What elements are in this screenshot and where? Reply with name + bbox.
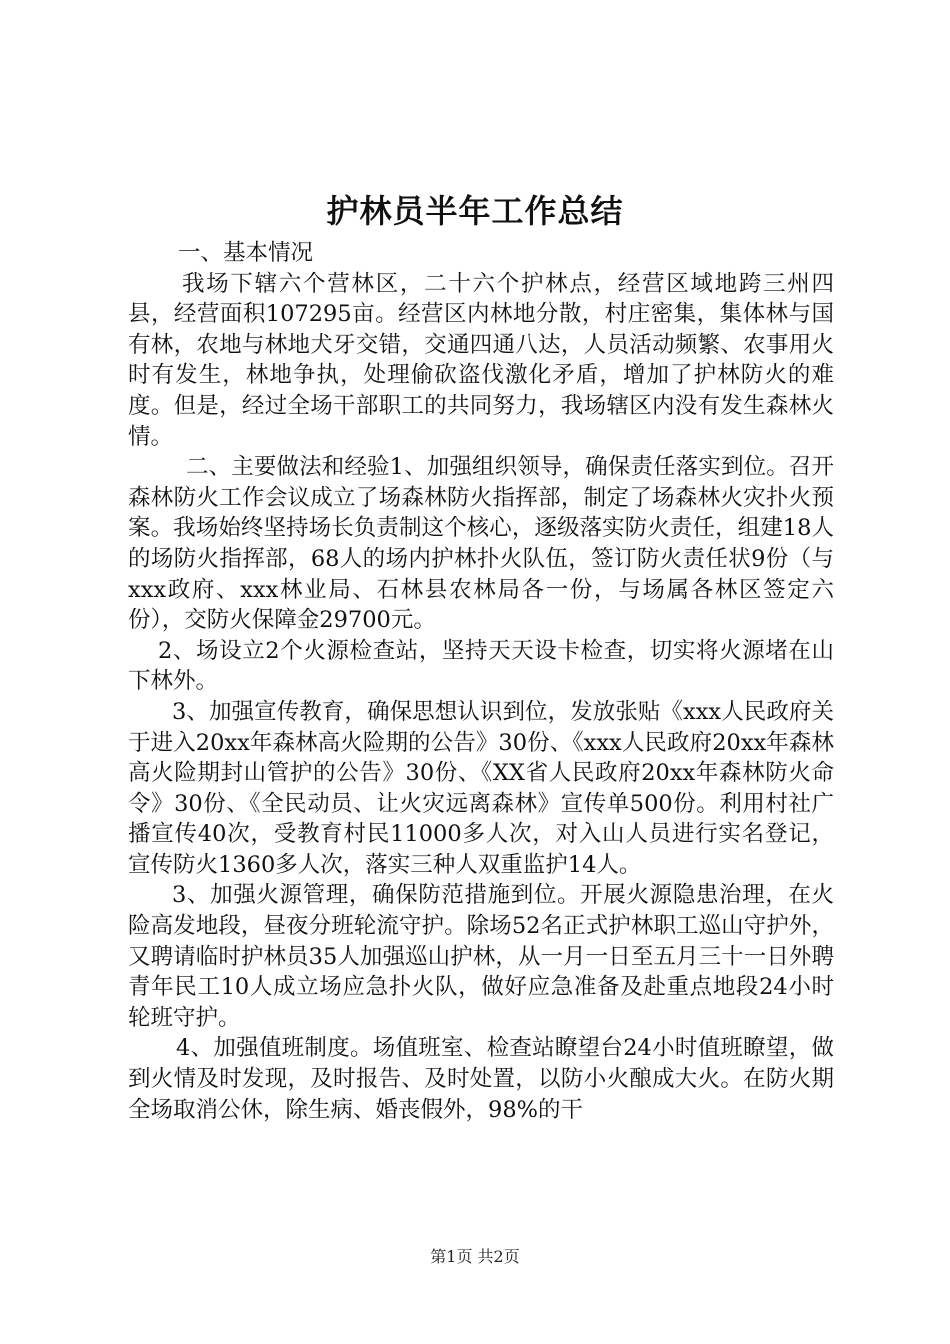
paragraph-main-practices: 二、主要做法和经验1、加强组织领导，确保责任落实到位。召开森林防火工作会议成立了场森林防火指挥部，制定了场森林火灾扑火预案。我场始终坚持场长负责制这个核心，逐级落实防火责任，组建18人的场防火指挥部，68人的场内护林扑火队伍，签订防火责任状9份（与xxx政府、xxx林业局、石林县农林局各一份，与场属各林区签定六份），交防火保障金29700元。 [128,454,834,634]
section-heading-basic-situation: 一、基本情况 [178,240,314,266]
paragraph-publicity-education: 3、加强宣传教育，确保思想认识到位，发放张贴《xxx人民政府关于进入20xx年森林高火险期的公告》30份、《xxx人民政府20xx年森林高火险期封山管护的公告》30份、《XX省人民政府20xx年森林防火命令》30份、《全民动员、让火灾远离森林》宣传单500份。利用村社广播宣传40次，受教育村民11000多人次，对入山人员进行实名登记，宣传防火1360多人次，落实三种人双重监护14人。 [128,698,834,878]
document-body [128,238,834,1125]
page-indicator: 第1页 共2页 [430,1247,520,1266]
paragraph-fire-source-management: 3、加强火源管理，确保防范措施到位。开展火源隐患治理，在火险高发地段，昼夜分班轮流守护。除场52名正式护林职工巡山守护外，又聘请临时护林员35人加强巡山护林，从一月一日至五月三十一日外聘青年民工10人成立场应急扑火队，做好应急准备及赴重点地段24小时轮班守护。 [128,882,834,1031]
document-title: 护林员半年工作总结 [326,192,624,230]
paragraph-basic-situation: 我场下辖六个营林区，二十六个护林点，经营区域地跨三州四县，经营面积107295亩。经营区内林地分散，村庄密集，集体林与国有林，农地与林地犬牙交错，交通四通八达，人员活动频繁、农事用火时有发生，林地争执，处理偷砍盗伐激化矛盾，增加了护林防火的难度。但是，经过全场干部职工的共同努力，我场辖区内没有发生森林火情。 [128,270,834,450]
paragraph-fire-checkpoints: 2、场设立2个火源检查站，坚持天天设卡检查，切实将火源堵在山下林外。 [128,637,834,695]
paragraph-duty-system: 4、加强值班制度。场值班室、检查站瞭望台24小时值班瞭望，做到火情及时发现，及时报告、及时处置，以防小火酿成大火。在防火期全场取消公休，除生病、婚丧假外，98%的干 [128,1035,834,1123]
